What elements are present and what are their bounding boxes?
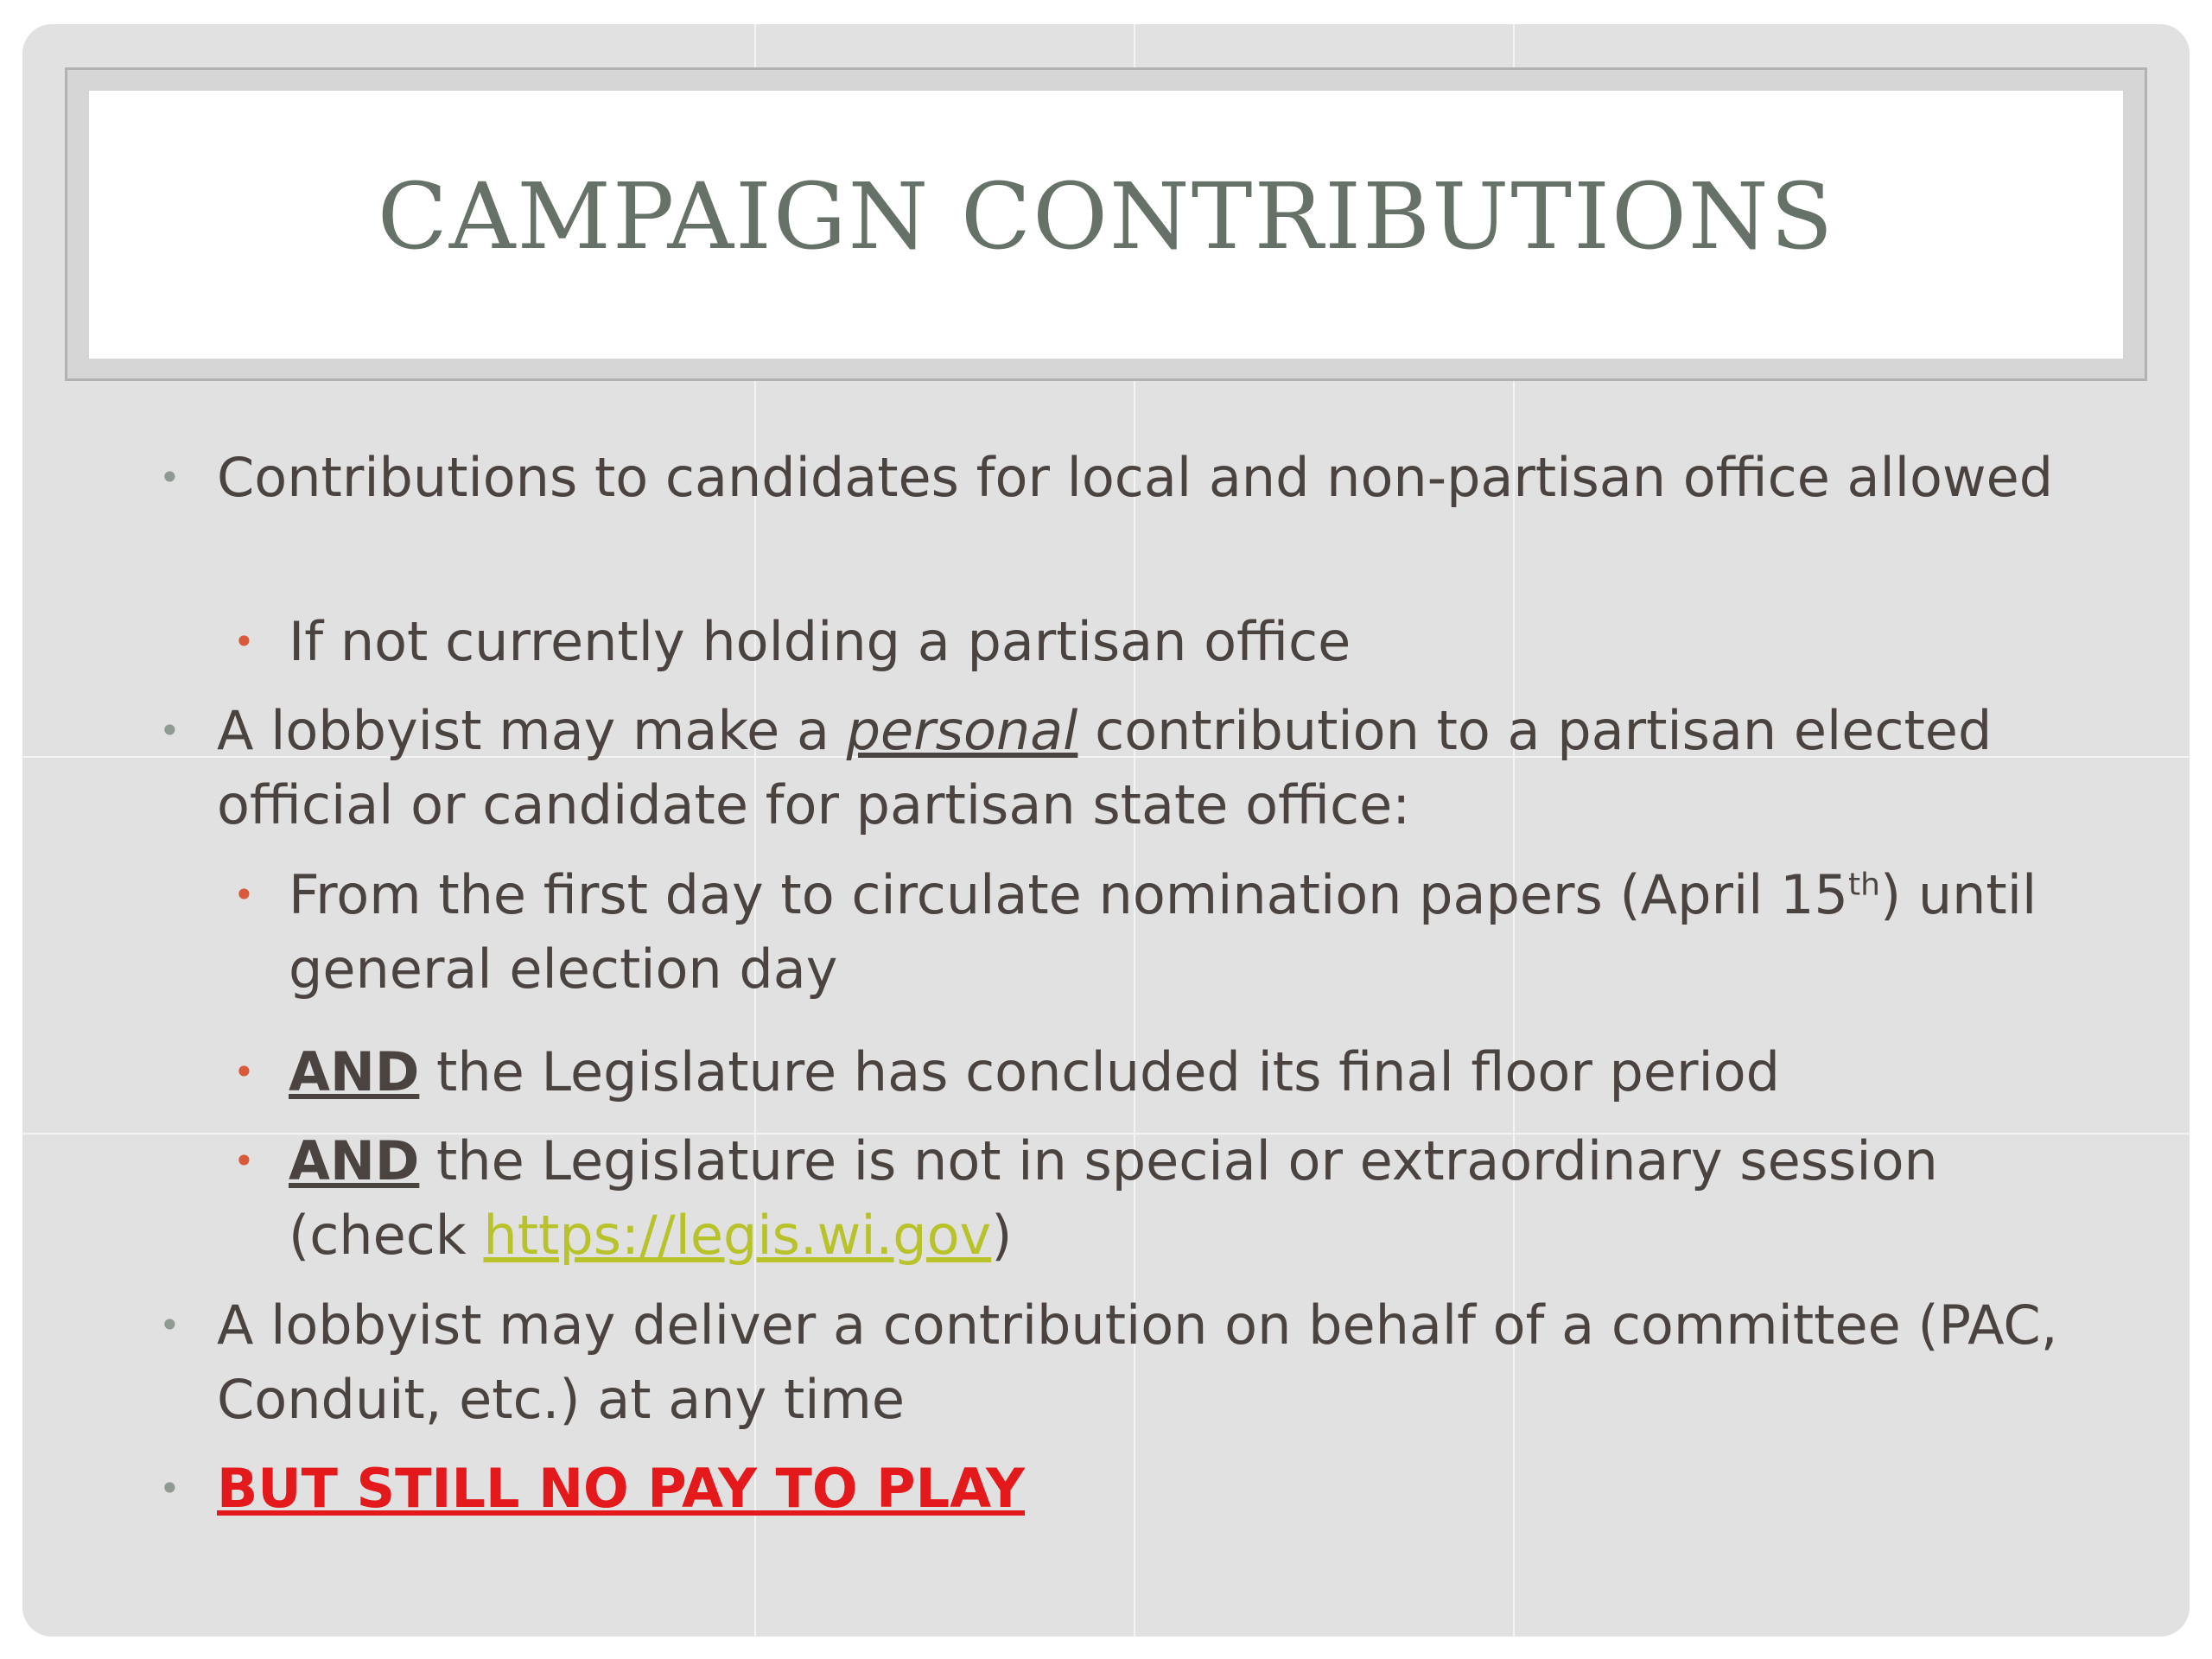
bullet-dot: •	[159, 1467, 181, 1510]
subbullet-final-floor-period	[233, 1035, 2112, 1109]
text-segment: contribution to a partisan elected official or candidate for partisan state office:	[217, 699, 1993, 836]
slide-content	[22, 24, 2190, 1637]
subbullet-text: If not currently holding a partisan office	[289, 610, 1351, 673]
slide	[22, 24, 2190, 1637]
bullet-deliver-on-behalf	[159, 1288, 2101, 1437]
bullet-no-pay-to-play	[159, 1452, 2101, 1526]
subbullet-text	[289, 1035, 2112, 1109]
subbullet-text	[289, 1124, 2112, 1273]
bullet-text: Contributions to candidates for local and non-partisan office allowed	[217, 446, 2054, 509]
text-segment: the Legislature has concluded its final floor period	[419, 1040, 1781, 1103]
bullet-text: A lobbyist may deliver a contribution on behalf of a committee (PAC, Conduit, etc.) at any time	[217, 1294, 2058, 1431]
bullet-dot: •	[233, 620, 255, 663]
text-segment: )	[991, 1204, 1013, 1267]
text-segment: ) until general election day	[289, 863, 2037, 1001]
subbullet-special-session	[233, 1124, 2112, 1273]
subbullet-not-holding-partisan	[233, 605, 2112, 679]
bullet-contributions-local	[159, 441, 2101, 515]
bullet-text	[217, 694, 2101, 842]
bullet-dot: •	[233, 1140, 255, 1182]
warning-text: BUT STILL NO PAY TO PLAY	[217, 1457, 1026, 1520]
text-segment: A lobbyist may make a	[217, 699, 847, 762]
legis-link[interactable]: https://legis.wi.gov	[483, 1204, 992, 1267]
and-emphasis: AND	[289, 1040, 420, 1103]
emphasis-personal: personal	[846, 699, 1078, 762]
bullet-dot: •	[159, 709, 181, 752]
subbullet-text	[289, 858, 2112, 1007]
bullet-dot: •	[233, 874, 255, 916]
slide-title: CAMPAIGN CONTRIBUTIONS	[377, 162, 1835, 270]
bullet-dot: •	[233, 1051, 255, 1093]
bullet-dot: •	[159, 1304, 181, 1346]
bullet-dot: •	[159, 456, 181, 499]
bullet-personal-contribution	[159, 694, 2101, 842]
text-segment: the Legislature is not in special or extraordinary session (check	[289, 1129, 1938, 1267]
and-emphasis: AND	[289, 1129, 420, 1192]
superscript-th: th	[1848, 867, 1880, 903]
subbullet-nomination-papers	[233, 858, 2112, 1007]
text-segment: From the first day to circulate nomination papers (April 15	[289, 863, 1848, 926]
